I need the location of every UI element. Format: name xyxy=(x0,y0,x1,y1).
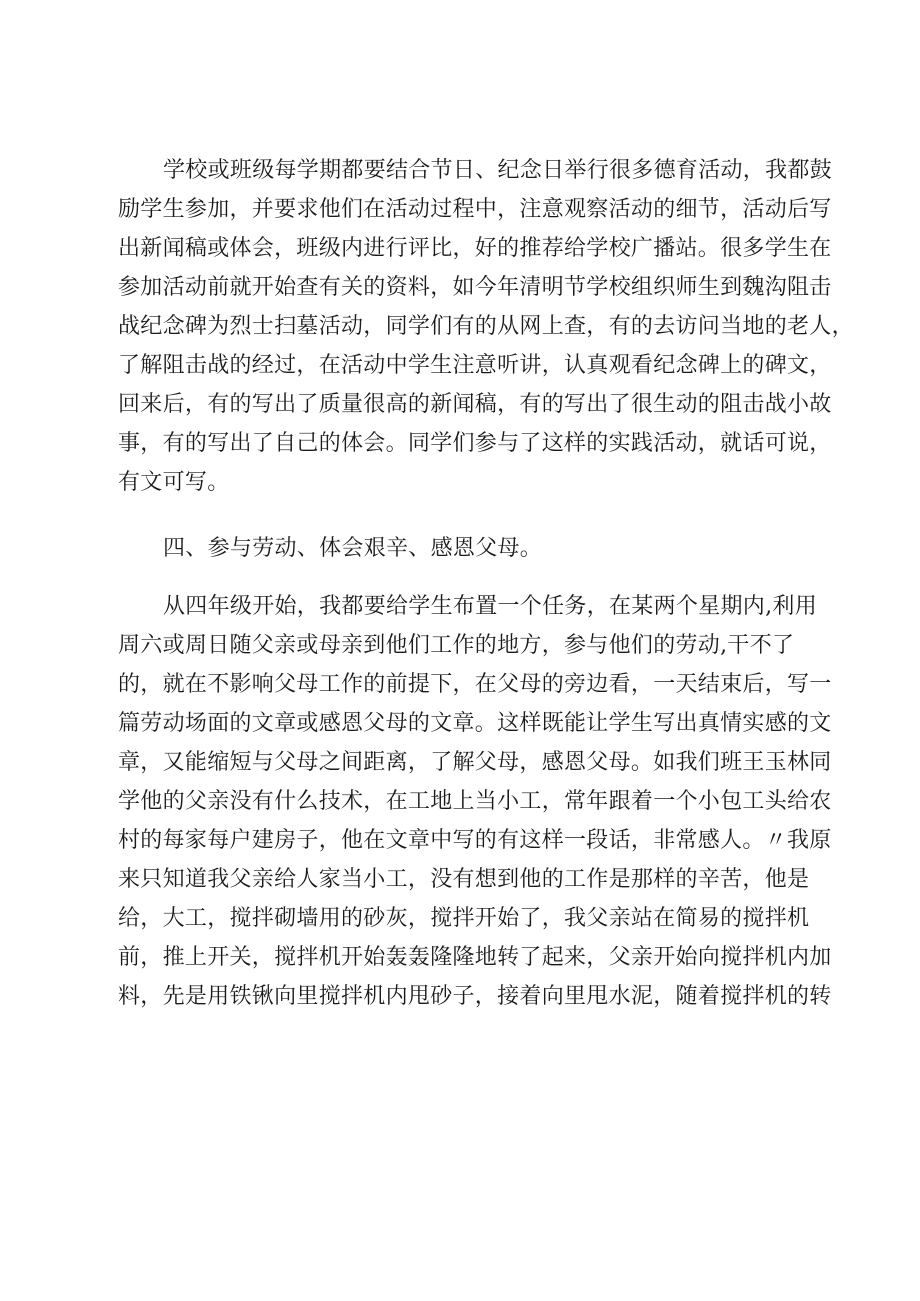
paragraph-line: 料，先是用铁锹向里搅拌机内甩砂子，接着向里甩水泥，随着搅拌机的转 xyxy=(118,984,832,1009)
paragraph-spacer xyxy=(118,502,828,529)
paragraph-line: 给，大工，搅拌砌墙用的砂灰，搅拌开始了，我父亲站在简易的搅拌机 xyxy=(118,906,810,931)
paragraph-line: 回来后，有的写出了质量很高的新闻稿，有的写出了很生动的阻击战小故 xyxy=(118,392,832,417)
paragraph-line: 学他的父亲没有什么技术，在工地上当小工，常年跟着一个小包工头给农 xyxy=(118,789,832,814)
paragraph-line: 章，又能缩短与父母之间距离，了解父母，感恩父母。如我们班王玉林同 xyxy=(118,750,832,775)
paragraph-line: 有文可写。 xyxy=(118,470,230,495)
paragraph-line: 周六或周日随父亲或母亲到他们工作的地方，参与他们的劳动,干不了 xyxy=(118,633,795,658)
paragraph-line: 来只知道我父亲给人家当小工，没有想到他的工作是那样的辛苦，他是 xyxy=(118,867,810,892)
paragraph-line: 学校或班级每学期都要结合节日、纪念日举行很多德育活动，我都鼓 xyxy=(163,158,833,183)
paragraph-line: 励学生参加，并要求他们在活动过程中，注意观察活动的细节，活动后写 xyxy=(118,197,832,222)
paragraph-line: 战纪念碑为烈士扫墓活动，同学们有的从网上查，有的去访问当地的老人， xyxy=(118,314,854,339)
paragraph-line: 前，推上开关，搅拌机开始轰轰隆隆地转了起来，父亲开始向搅拌机内加 xyxy=(118,945,832,970)
document-page xyxy=(118,151,854,1016)
paragraph-line: 的，就在不影响父母工作的前提下，在父母的旁边看，一天结束后，写一 xyxy=(118,672,832,697)
paragraph-line: 出新闻稿或体会，班级内进行评比，好的推荐给学校广播站。很多学生在 xyxy=(118,236,832,261)
paragraph-line: 了解阻击战的经过，在活动中学生注意听讲，认真观看纪念碑上的碑文， xyxy=(118,353,832,378)
paragraph-line: 事，有的写出了自己的体会。同学们参与了这样的实践活动，就话可说， xyxy=(118,431,832,456)
paragraph-spacer xyxy=(118,568,828,587)
paragraph-line: 篇劳动场面的文章或感恩父母的文章。这样既能让学生写出真情实感的文 xyxy=(118,711,832,736)
section-heading: 四、参与劳动、体会艰辛、感恩父母。 xyxy=(163,536,543,561)
paragraph-1 xyxy=(118,151,854,502)
paragraph-line: 村的每家每户建房子，他在文章中写的有这样一段话，非常感人。〃我原 xyxy=(118,828,832,853)
paragraph-line: 从四年级开始，我都要给学生布置一个任务，在某两个星期内,利用 xyxy=(163,594,817,619)
paragraph-2 xyxy=(118,587,832,1016)
paragraph-line: 参加活动前就开始查有关的资料，如今年清明节学校组织师生到魏沟阻击 xyxy=(118,275,832,300)
